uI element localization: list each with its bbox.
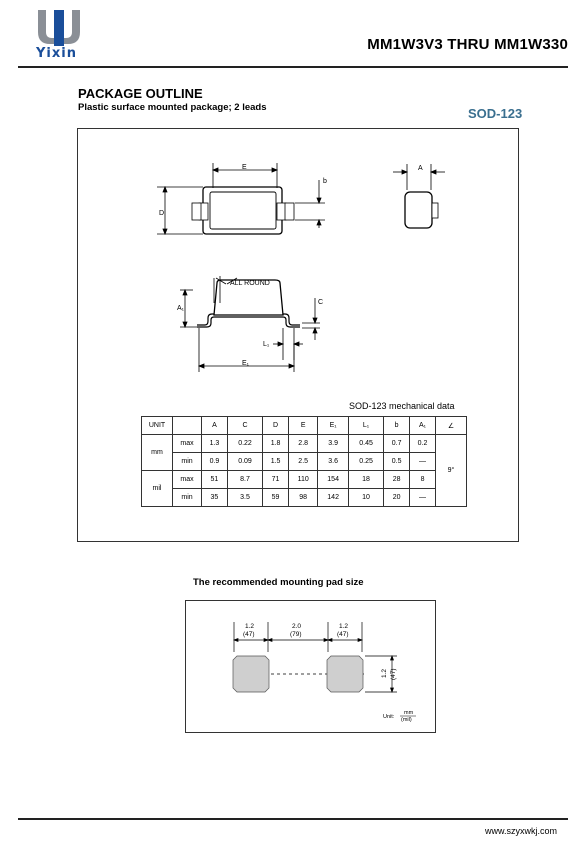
pad-dim3-mil: (47)	[337, 631, 349, 638]
table-cell: 110	[289, 471, 318, 489]
pad-dim4-mm: 1.2	[381, 668, 388, 678]
table-cell: 0.22	[227, 435, 262, 453]
table-cell: 8.7	[227, 471, 262, 489]
outline-subtitle: Plastic surface mounted package; 2 leads	[78, 102, 267, 113]
unit-cell: mil	[142, 471, 173, 507]
pad-drawing	[185, 600, 436, 733]
pad-dim3-mm: 1.2	[339, 623, 349, 630]
table-cell: —	[410, 489, 436, 507]
table-cell: 3.6	[318, 453, 349, 471]
table-cell: 18	[348, 471, 383, 489]
table-cell: 8	[410, 471, 436, 489]
table-cell: 0.7	[384, 435, 410, 453]
table-header-cell: E₁	[318, 417, 349, 435]
table-cell: —	[410, 453, 436, 471]
body-top-view	[203, 187, 282, 234]
table-row	[142, 471, 467, 489]
table-row	[142, 435, 467, 453]
label-e1: E₁	[242, 360, 250, 367]
unit-cell: mm	[142, 435, 173, 471]
table-header-cell: UNIT	[142, 417, 173, 435]
table-caption: SOD-123 mechanical data	[349, 401, 455, 411]
table-header-cell: A₁	[410, 417, 436, 435]
table-cell: 1.3	[202, 435, 228, 453]
table-header-cell: L₁	[348, 417, 383, 435]
table-cell: 1.8	[263, 435, 289, 453]
pad-dim2-mm: 2.0	[292, 623, 302, 630]
angle-cell: 9°	[436, 435, 467, 507]
row-label: max	[173, 471, 202, 489]
table-cell: 154	[318, 471, 349, 489]
table-cell: 2.8	[289, 435, 318, 453]
table-cell: 20	[384, 489, 410, 507]
logo	[28, 8, 90, 64]
mechanical-data-table	[141, 416, 467, 507]
label-all-round: ALL ROUND	[230, 280, 270, 287]
pad-right	[327, 656, 363, 692]
label-d: D	[159, 210, 165, 217]
package-drawing	[77, 128, 519, 388]
table-header-cell: b	[384, 417, 410, 435]
row-label: min	[173, 453, 202, 471]
pad-dim4-mil: (47)	[390, 668, 397, 680]
label-a1: A₁	[177, 305, 185, 312]
table-cell: 0.25	[348, 453, 383, 471]
logo-mark-icon	[28, 8, 90, 48]
table-cell: 3.9	[318, 435, 349, 453]
table-cell: 59	[263, 489, 289, 507]
table-header-cell: C	[227, 417, 262, 435]
table-cell: 51	[202, 471, 228, 489]
pad-dim2-mil: (79)	[290, 631, 302, 638]
table-row	[142, 453, 467, 471]
table-header-row	[142, 417, 467, 435]
header-rule	[18, 66, 568, 68]
row-label: max	[173, 435, 202, 453]
table-cell: 1.5	[263, 453, 289, 471]
label-l1: L₁	[263, 341, 270, 348]
table-row	[142, 489, 467, 507]
label-e: E	[242, 164, 247, 171]
table-cell: 0.09	[227, 453, 262, 471]
footer-rule	[18, 818, 568, 820]
pad-title: The recommended mounting pad size	[193, 577, 364, 588]
table-cell: 71	[263, 471, 289, 489]
table-cell: 142	[318, 489, 349, 507]
table-header-cell: E	[289, 417, 318, 435]
table-cell: 0.5	[384, 453, 410, 471]
footer-url: www.szyxwkj.com	[485, 826, 558, 836]
table-header-cell: D	[263, 417, 289, 435]
package-name: SOD-123	[468, 106, 523, 121]
table-cell: 0.2	[410, 435, 436, 453]
label-b: b	[323, 178, 327, 185]
pad-dim1-mil: (47)	[243, 631, 255, 638]
table-cell: 10	[348, 489, 383, 507]
table-header-cell: A	[202, 417, 228, 435]
logo-text: Yixin	[36, 46, 77, 61]
part-title: MM1W3V3 THRU MM1W330	[367, 36, 568, 53]
table-cell: 35	[202, 489, 228, 507]
table-cell: 0.9	[202, 453, 228, 471]
table-header-cell: ∠	[436, 417, 467, 435]
label-a: A	[418, 165, 423, 172]
row-label: min	[173, 489, 202, 507]
pad-dim1-mm: 1.2	[245, 623, 255, 630]
outline-title: PACKAGE OUTLINE	[78, 86, 203, 101]
table-cell: 3.5	[227, 489, 262, 507]
table-cell: 98	[289, 489, 318, 507]
table-cell: 2.5	[289, 453, 318, 471]
table-header-cell	[173, 417, 202, 435]
table-cell: 0.45	[348, 435, 383, 453]
pad-unit-num: mm	[404, 710, 414, 716]
pad-unit-label: Unit:	[383, 714, 395, 720]
table-cell: 28	[384, 471, 410, 489]
label-c: C	[318, 299, 324, 306]
pad-unit-den: (mil)	[401, 717, 412, 723]
pad-left	[233, 656, 269, 692]
